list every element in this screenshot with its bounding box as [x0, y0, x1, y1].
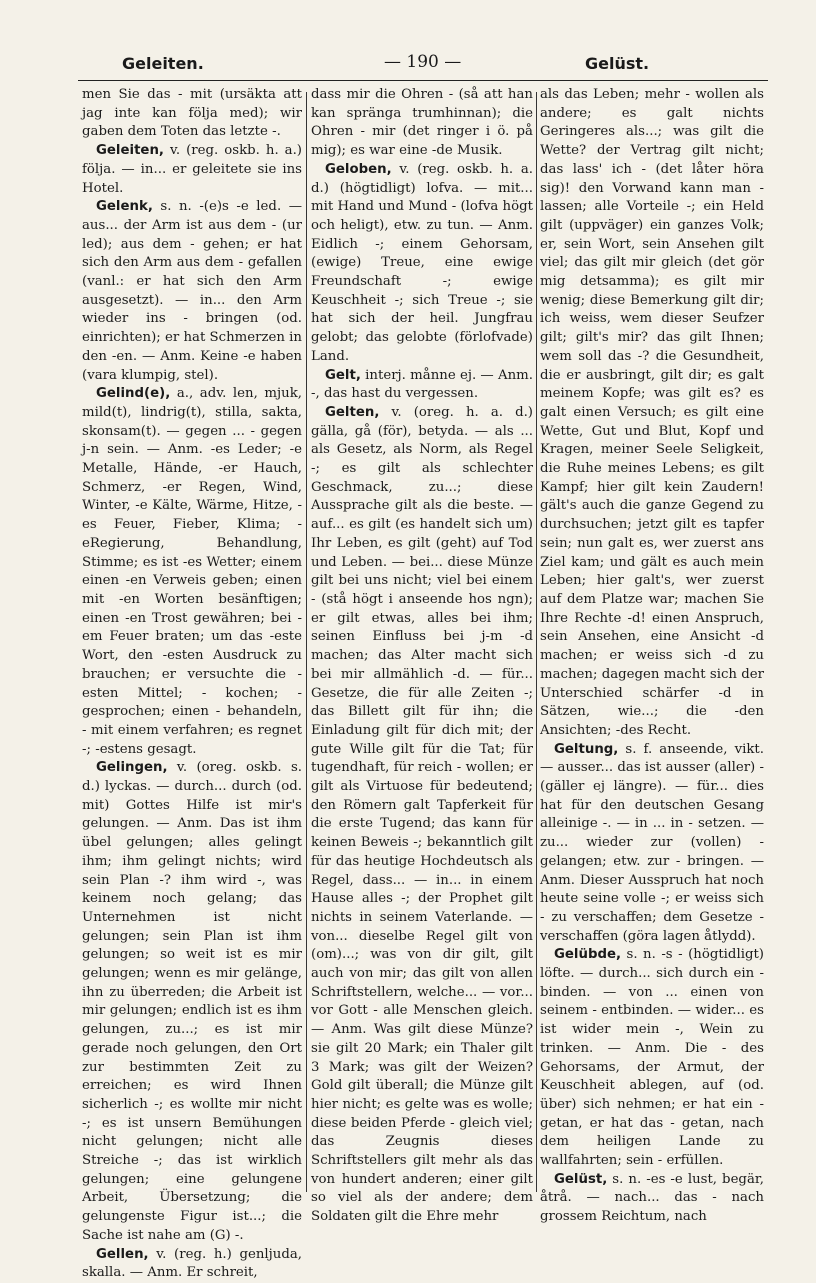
entry-text: s. n. -(e)s -e led. — aus... der Arm ist aus dem - (ur led); aus dem - gehen; er hat sich den Arm aus dem - gefallen (vanl.: er hat sich den Arm ausgesetzt). — in... den Arm wieder ins - bringen (od. einrichten); er hat Schmerzen in den -en. — Anm. Keine -e haben (vara klumpig, stel).	[82, 199, 302, 383]
entry-text: v. (oreg. h. a. d.) gälla, gå (för), betyda. — als ... als Gesetz, als Norm, als Regel -; es gilt als schlechter Geschmack, zu...; diese Aussprache gilt als die beste. — auf... es gilt (es handelt sich um) Ihr Leben, es gilt (geht) auf Tod und Leben. — bei... diese Münze gilt bei uns nicht; viel bei einem - (stå högt i anseende hos ngn); er gilt etwas, alles bei ihm; seinen Einfluss bei j-m -d machen; das Alter macht sich bei mir allmählich -d. — für... Gesetze, die für alle Zeiten -; das Billett gilt für ihn; die Einladung gilt für dich mit; der gute Wille gilt für die Tat; für tugendhaft, für reich - wollen; er gilt als Virtuose für bedeutend; den Römern galt Tapferkeit für die erste Tugend; das kann für keinen Beweis -; bekanntlich gilt für das heutige Hochdeutsch als Regel, dass... — in... in einem Hause alles -; der Prophet gilt nichts in seinem Vaterlande. — von... dieselbe Regel gilt von (om)...; was von dir gilt, gilt auch von mir; das gilt von allen Schriftstellern, welche... — vor... vor Gott - alle Menschen gleich. — Anm. Was gilt diese Münze? sie gilt 20 Mark; ein Thaler gilt 3 Mark; was gilt der Weizen? Gold gilt überall; die Münze gilt hier nicht; es gelte was es wolle; diese beiden Pferde - gleich viel; das Zeugnis dieses Schriftstellers gilt mehr als das von hundert anderen; einer gilt so viel als der andere; dem Soldaten gilt die Ehre mehr	[311, 404, 533, 1225]
column-2	[311, 86, 533, 1226]
dictionary-entry	[540, 946, 764, 1170]
column-divider	[306, 92, 307, 1192]
header-right-guide-word: Gelüst.	[585, 54, 650, 73]
dictionary-entry	[82, 1246, 302, 1283]
entry-continuation	[540, 86, 764, 741]
entry-headword: Gellen,	[96, 1246, 149, 1262]
entry-text: a., adv. len, mjuk, mild(t), lindrig(t), stilla, sakta, skonsam(t). — gegen ... - gegen j-n sein. — Anm. -es Leder; -e Metalle, Hände, -er Hauch, Schmerz, -er Regen, Wind, Winter, -e Kälte, Wärme, Hitze, -es Feuer, Fieber, Klima; -eRegierung, Behandlung, Stimme; es ist -es Wetter; einem einen -en Verweis geben; einen mit -en Worten besänftigen; einen -en Trost gewähren; bei -em Feuer braten; um das -este Wort, den -esten Ausdruck zu brauchen; er versuchte die -esten Mittel; - kochen; - gesprochen; einen - behandeln, - mit einem verfahren; es regnet -; -estens gesagt.	[82, 386, 302, 757]
entry-headword: Geltung,	[554, 741, 619, 757]
entry-headword: Gelübde,	[554, 947, 622, 963]
entry-text: s. n. -s - (högtidligt) löfte. — durch... sich durch ein - binden. — von ... einen von seinem - entbinden. — wider... es ist wider mein -, Wein zu trinken. — Anm. Die - des Gehorsams, der Armut, der Keuschheit ablegen, auf (od. über) sich nehmen; er hat ein - getan, er hat das - getan, nach dem heiligen Lande zu wallfahrten; sein - erfüllen.	[540, 947, 764, 1169]
dictionary-entry	[82, 759, 302, 1245]
dictionary-entry	[82, 198, 302, 385]
header-left-guide-word: Geleiten.	[122, 54, 204, 73]
column-divider	[536, 92, 537, 1192]
entry-text: v. (reg. oskb. h. a. d.) (högtidligt) lofva. — mit... mit Hand und Mund - (lofva högt och heligt), etw. zu tun. — Anm. Eidlich -; einem Gehorsam, (ewige) Treue, eine ewige Freundschaft -; ewige Keuschheit -; sich Treue -; sie hat sich der heil. Jungfrau gelobt; das gelobte (förlofvade) Land.	[311, 161, 533, 364]
entry-text: men Sie das - mit (ursäkta att jag inte kan följa med); wir gaben dem Toten das letzte -.	[82, 87, 302, 140]
dictionary-entry	[311, 404, 533, 1227]
entry-text: dass mir die Ohren - (så att han kan spränga trumhinnan); die Ohren - mir (det ringer i ö. på mig); es war eine -de Musik.	[311, 87, 533, 159]
entry-continuation	[311, 86, 533, 161]
entry-headword: Geleiten,	[96, 143, 164, 159]
entry-text: s. n. -es -e lust, begär, åtrå. — nach... das - nach grossem Reichtum, nach	[540, 1171, 764, 1225]
entry-headword: Gelt,	[325, 367, 361, 383]
column-1	[82, 86, 302, 1281]
dictionary-entry	[540, 741, 764, 947]
entry-text: v. (reg. h.) genljuda, skalla. — Anm. Er schreit,	[82, 1246, 302, 1281]
entry-text: v. (reg. oskb. h. a.) följa. — in... er geleitete sie ins Hotel.	[82, 143, 302, 196]
entry-text: interj. månne ej. — Anm. -, das hast du vergessen.	[311, 367, 533, 402]
entry-headword: Geloben,	[325, 161, 392, 177]
entry-text: als das Leben; mehr - wollen als andere; es galt nichts Geringeres als...; was gilt die Wette? der Vertrag gilt nicht; das lass' ich - (det låter höra sig)! den Vorwand kann man - lassen; alle Vorteile -; ein Held gilt (uppväger) ein ganzes Volk; er, sein Wort, sein Ansehen gilt viel; das gilt mir gleich (det gör mig detsamma); es gilt mir wenig; diese Bemerkung gilt dir; ich weiss, wem dieser Seufzer gilt; gilt's mir? das gilt Ihnen; wem soll das -? die Gesundheit, die er ausbringt, gilt dir; es galt meinem Kopfe; was gilt es? es galt einen Versuch; es gilt eine Wette, Gut und Blut, Kopf und Kragen, meiner Seele Seligkeit, die Ruhe meines Lebens; es gilt Kampf; hier gilt kein Zaudern! gält's auch die ganze Gegend zu durchsuchen; jetzt gilt es tapfer sein; nun galt es, wer zuerst ans Ziel kam; und gält es auch mein Leben; hier galt's, wer zuerst auf dem Platze war; machen Sie Ihre Rechte -d! einen Anspruch, sein Ansehen, eine Ansicht -d machen; er weiss sich -d zu machen; dagegen macht sich der Unterschied schärfer -d in Sätzen, wie...; die -den Ansichten; -des Recht.	[540, 87, 764, 738]
dictionary-entry	[82, 385, 302, 759]
entry-text: s. f. anseende, vikt. — ausser... das ist ausser (aller) - (gäller ej längre). — für... dies hat für den deutschen Gesang alleinige -. — in ... in - setzen. — zu... wieder zur (vollen) - gelangen; etw. zur - bringen. — Anm. Dieser Ausspruch hat noch heute seine volle -; er weiss sich - zu verschaffen; dem Gesetze - verschaffen (göra lagen åtlydd).	[540, 741, 764, 944]
entry-headword: Gelten,	[325, 404, 380, 420]
page-header	[78, 50, 768, 76]
entry-headword: Gelingen,	[96, 760, 168, 776]
entry-headword: Gelenk,	[96, 199, 153, 215]
entry-text: v. (oreg. oskb. s. d.) lyckas. — durch... durch (od. mit) Gottes Hilfe ist mir's gelungen. — Anm. Das ist ihm übel gelungen; alles gelingt ihm; ihm gelingt nichts; wird sein Plan -? ihm wird -, was keinem noch gelang; das Unternehmen ist nicht gelungen; sein Plan ist ihm gelungen; so weit ist es mir gelungen; wenn es mir gelänge, ihn zu überreden; die Arbeit ist mir gelungen; endlich ist es ihm gelungen, zu...; es ist mir gerade noch gelungen, den Ort zur bestimmten Zeit zu erreichen; es wird Ihnen sicherlich -; es wollte mir nicht -; es ist unsern Bemühungen nicht gelungen; nicht alle Streiche -; das ist wirklich gelungen; eine gelungene Arbeit, Übersetzung; die gelungenste Figur ist...; die Sache ist nahe am (G) -.	[82, 760, 302, 1243]
dictionary-entry	[311, 367, 533, 404]
dictionary-entry	[311, 161, 533, 367]
dictionary-entry	[540, 1171, 764, 1227]
column-3	[540, 86, 764, 1226]
entry-continuation	[82, 86, 302, 142]
header-rule	[78, 80, 768, 81]
entry-headword: Gelind(e),	[96, 386, 171, 402]
entry-headword: Gelüst,	[554, 1171, 608, 1187]
dictionary-entry	[82, 142, 302, 198]
page-number: — 190 —	[384, 52, 462, 72]
